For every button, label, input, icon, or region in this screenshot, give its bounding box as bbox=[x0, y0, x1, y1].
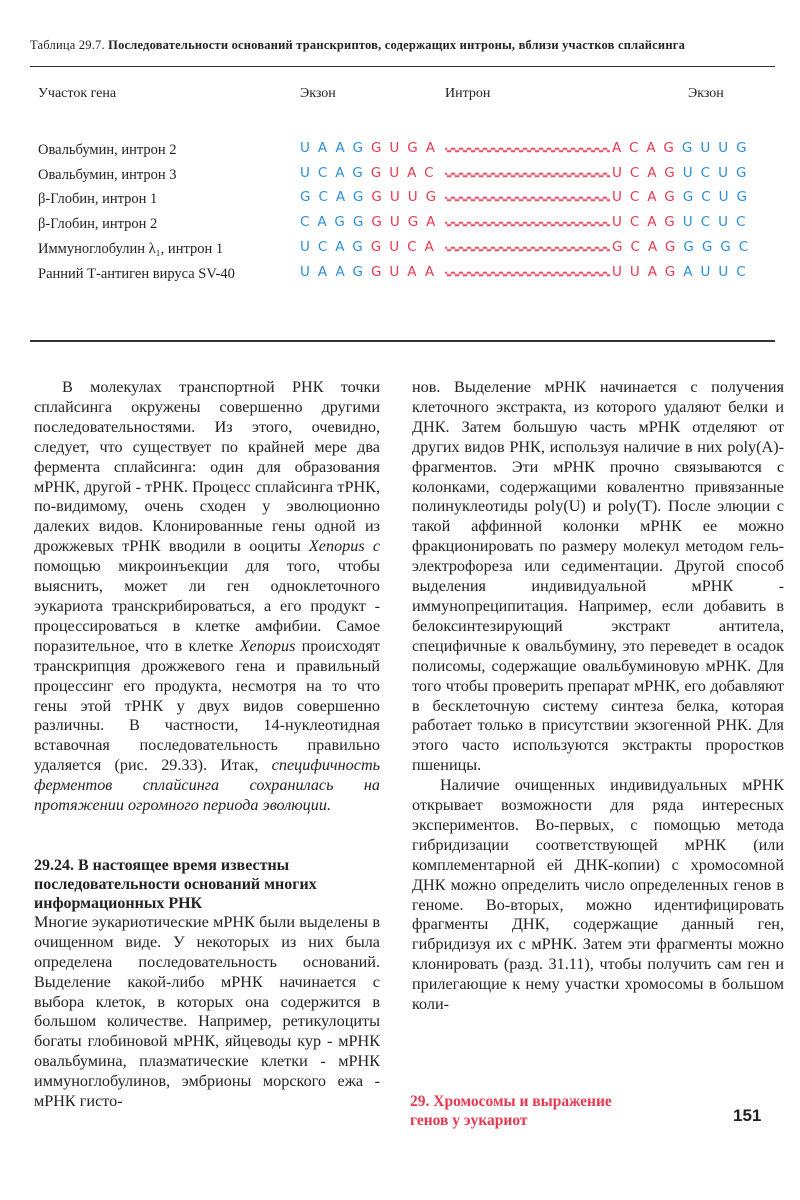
table-row bbox=[0, 189, 800, 211]
chapter-footer bbox=[410, 1092, 612, 1130]
gene-name: Овальбумин, интрон 3 bbox=[38, 166, 177, 183]
header-exon-left: Экзон bbox=[300, 86, 336, 101]
exon-bases: CAGG bbox=[300, 214, 372, 231]
gene-name: β-Глобин, интрон 2 bbox=[38, 216, 158, 233]
intron-bases: UCAG bbox=[612, 214, 683, 231]
intron-wave-line bbox=[445, 268, 610, 280]
table-row bbox=[0, 264, 800, 286]
table-row bbox=[0, 214, 800, 236]
intron-wave-line bbox=[445, 169, 610, 181]
exon-bases: GGGC bbox=[683, 238, 757, 255]
exon-bases: GUUG bbox=[681, 140, 755, 156]
intron-bases: GCAG bbox=[612, 238, 684, 255]
table-row bbox=[0, 239, 800, 261]
exon-bases: UCUC bbox=[682, 214, 754, 231]
exon-bases: UCAG bbox=[300, 164, 371, 181]
intron-exon-right-sequence bbox=[612, 239, 756, 255]
intron-bases: GUUG bbox=[371, 189, 445, 206]
gene-name: Овальбумин, интрон 2 bbox=[38, 142, 177, 158]
intron-wave-line bbox=[445, 243, 610, 255]
intron-bases: GUCA bbox=[370, 238, 442, 255]
exon-intron-left-sequence bbox=[300, 140, 443, 156]
exon-bases: AUUC bbox=[683, 263, 754, 280]
text-run: В молекулах транспортной РНК точки сплайсинга окружены совершенно другими последовательностями. Из этого, очевидно, следует, что существует по крайней мере два фермента сплайсинга: один для образования мРНК, другой - тРНК. Процесс сплайсинга тРНК, по-видимому, очень сходен у эволюционно далеких видов. Клонированные гены одной из дрожжевых тРНК вводили в ооциты bbox=[34, 378, 380, 556]
left-column bbox=[34, 378, 380, 1112]
species-name: Xenopus с bbox=[308, 537, 380, 556]
intron-wave-line bbox=[445, 144, 610, 156]
exon-intron-left-sequence bbox=[300, 214, 443, 230]
intron-bases: UCAG bbox=[612, 164, 683, 181]
intron-bases: ACAG bbox=[612, 140, 682, 156]
exon-intron-left-sequence bbox=[300, 189, 444, 205]
table-caption-prefix: Таблица 29.7. bbox=[30, 38, 105, 52]
intron-exon-right-sequence bbox=[612, 264, 754, 280]
intron-exon-right-sequence bbox=[612, 165, 754, 181]
paragraph-experiments: Наличие очищенных индивидуальных мРНК открывает возможности для ряда интересных экспериментов. Во-первых, с помощью метода гибридизации соответствующей мРНК (или комплементарной ей ДНК-копии) с хромосомной ДНК можно определить число определенных генов в геноме. Во-вторых, можно идентифицировать фрагменты ДНК, содержащие данный ген, гибридизуя их с мРНК. Затем эти фрагменты можно клонировать (разд. 31.11), чтобы получить сам ген и прилегающие к нему участки хромосомы в большом коли- bbox=[412, 776, 784, 1014]
header-intron: Интрон bbox=[445, 86, 491, 101]
intron-bases: UUAG bbox=[612, 263, 684, 280]
gene-name: Ранний Т-антиген вируса SV-40 bbox=[38, 265, 235, 282]
exon-bases: UAAG bbox=[300, 263, 371, 280]
exon-bases: UCUG bbox=[682, 164, 755, 181]
exon-intron-left-sequence bbox=[300, 264, 442, 280]
right-column bbox=[412, 378, 784, 1015]
page-number: 151 bbox=[733, 1106, 762, 1125]
text-run: помощью микроинъекции для того, чтобы выяснить, может ли ген одноклеточного эукариота транскрибироваться, а его продукт - процессироваться в клетке амфибии. Самое поразительное, что в клетке bbox=[34, 557, 380, 655]
table-caption bbox=[30, 38, 770, 53]
chapter-footer-line2: генов у эукариот bbox=[410, 1112, 528, 1129]
exon-bases: UCAG bbox=[300, 238, 371, 255]
intron-wave-line bbox=[445, 193, 610, 205]
exon-bases: GCAG bbox=[300, 189, 372, 206]
intron-bases: GUAA bbox=[370, 263, 443, 280]
table-bottom-rule bbox=[30, 340, 775, 342]
intron-bases: UCAG bbox=[612, 189, 683, 206]
intron-bases: GUAC bbox=[370, 164, 442, 181]
gene-name: β-Глобин, интрон 1 bbox=[38, 191, 158, 208]
chapter-footer-line1: 29. Хромосомы и выражение bbox=[410, 1093, 612, 1110]
paragraph-mrna-isolation: Многие эукариотические мРНК были выделены в очищенном виде. У некоторых из них была определена последовательность оснований. Выделение какой-либо мРНК начинается с выбора клеток, в которых она содержится в большом количестве. Например, ретикулоциты богаты глобиновой мРНК, яйцеводы кур - мРНК овальбумина, плазматические клетки - мРНК иммуноглобулинов, эмбрионы морского ежа - мРНК гисто- bbox=[34, 912, 380, 1111]
exon-intron-left-sequence bbox=[300, 165, 442, 181]
intron-exon-right-sequence bbox=[612, 214, 753, 230]
paragraph-mrna-purification: нов. Выделение мРНК начинается с получения клеточного экстракта, из которого удаляют белки и ДНК. Затем большую часть мРНК отделяют от других видов РНК, используя наличие в них poly(A)-фрагментов. Эти мРНК прочно связываются с колонками, содержащими ковалентно привязанные полинуклеотиды poly(U) и poly(T). После элюции с такой аффинной колонки мРНК ее можно фракционировать по размеру молекул методом гель-электрофореза или седиментации. Другой способ выделения индивидуальной мРНК - иммунопреципитация. Например, если добавить в белоксинтезирующий экстракт антитела, специфичные к овальбумину, это переведет в осадок полисомы, содержащие овальбуминовую мРНК. Для того чтобы проверить препарат мРНК, его добавляют в бесклеточную систему синтеза белка, которая работает только в присутствии экзогенной РНК. Для этого часто используются экстракты проростков пшеницы. bbox=[412, 378, 784, 775]
table-row bbox=[0, 165, 800, 187]
header-exon-right: Экзон bbox=[688, 86, 724, 101]
intron-exon-right-sequence bbox=[612, 140, 755, 156]
species-name: Xenopus bbox=[239, 636, 296, 655]
conclusion-italic: специфичность ферментов сплайсинга сохранилась на протяжении огромного периода эволюции. bbox=[34, 756, 380, 815]
table-row bbox=[0, 140, 800, 162]
exon-bases: UAAG bbox=[300, 140, 371, 156]
text-run: происходят транскрипция дрожжевого гена и правильный процессинг его продукта, несмотря на то что гены этой тРНК у двух видов совершенно различны. В частности, 14-нуклеотидная вставочная последовательность правильно удаляется (рис. 29.33). Итак, bbox=[34, 636, 380, 775]
gene-name: Иммуноглобулин λ₁, интрон 1 bbox=[38, 240, 224, 257]
header-gene: Участок гена bbox=[38, 86, 117, 101]
intron-bases: GUGA bbox=[370, 140, 443, 156]
paragraph-trna-splicing bbox=[34, 378, 380, 816]
exon-intron-left-sequence bbox=[300, 239, 442, 255]
table-top-rule bbox=[30, 66, 775, 67]
intron-wave-line bbox=[445, 218, 610, 230]
section-heading: 29.24. В настоящее время известны последовательности оснований многих информационных РНК bbox=[34, 856, 317, 912]
intron-exon-right-sequence bbox=[612, 189, 755, 205]
exon-bases: GCUG bbox=[682, 189, 756, 206]
table-caption-title: Последовательности оснований транскриптов, содержащих интроны, вблизи участков сплайсинга bbox=[108, 38, 686, 52]
intron-bases: GUGA bbox=[371, 214, 444, 231]
